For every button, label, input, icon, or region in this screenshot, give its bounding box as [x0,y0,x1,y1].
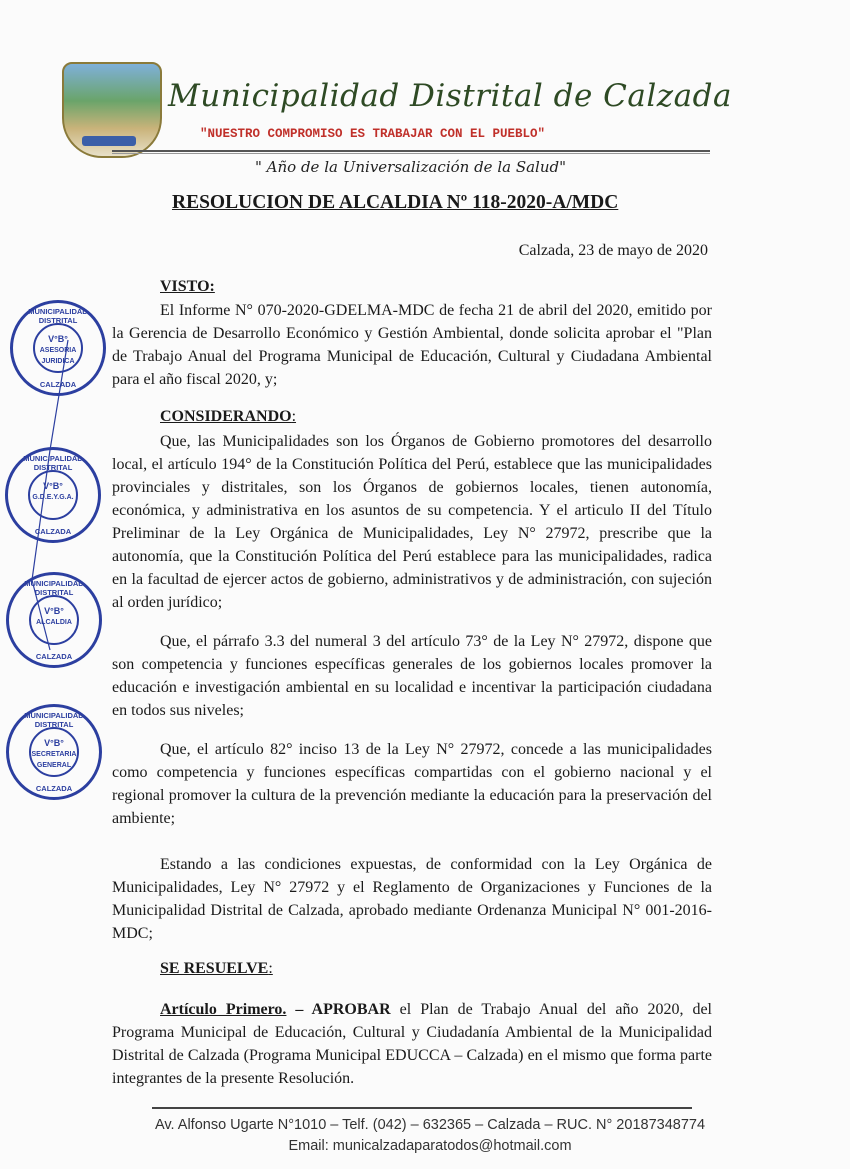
articulo-primero [112,998,712,1090]
document-date: Calzada, 23 de mayo de 2020 [518,242,708,259]
stamp-city: CALZADA [35,784,73,793]
stamp-secretaria-general [6,704,102,800]
stamp-city: CALZADA [35,652,73,661]
considerando-paragraph-1: Que, las Municipalidades son los Órganos de Gobierno promotores del desarrollo local, el artículo 194° de la Constitución Política del Perú, establece que las municipalidades provinciales y distritales, son los Órganos de gobiernos locales, tienen autonomía, económica, y administrativa en los asuntos de su competencia. Y el articulo II del Título Preliminar de la Ley Orgánica de Municipalidades, Ley N° 27972, prescribe que la autonomía, que la Constitución Política del Perú establece para las municipalidades, radica en la facultad de ejercer actos de gobierno, administrativos y de administración, con sujeción al orden jurídico; [112,433,712,611]
se-resuelve-label: SE RESUELVE [160,960,269,977]
considerando-paragraph-3: Que, el artículo 82° inciso 13 de la Ley N° 27972, concede a las municipalidades como competencia y funciones específicas compartidas con el gobierno nacional y el regional promover la cultura de la prevención mediante la educación para la preservación del ambiente; [112,741,712,827]
visto-heading: VISTO: [160,278,215,295]
stamp-vb: V°B° [44,606,64,616]
stamp-office: ASESORIA JURIDICA [39,347,77,365]
stamp-vb: V°B° [48,334,68,344]
stamp-city: CALZADA [34,527,72,536]
considerando-heading: CONSIDERANDO: [160,408,297,425]
stamp-office: ALCALDIA [36,619,72,626]
considerando-paragraph-2 [112,630,712,722]
footer-address: Av. Alfonso Ugarte N°1010 – Telf. (042) – 632365 – Calzada – RUC. N° 20187348774 [154,1117,706,1133]
crest-ribbon [82,136,136,146]
municipality-title: Municipalidad Distrital de Calzada [168,78,732,114]
signature-line [20,330,80,660]
stamp-office: SECRETARIA GENERAL [31,751,77,769]
articulo-primero-verb: – APROBAR [286,1001,391,1018]
footer-divider [152,1107,692,1109]
articulo-primero-text: el Plan de Trabajo Anual del año 2020, del Programa Municipal de Educación, Cultural y Ciudadanía Ambiental de la Municipalidad Distrital de Calzada (Programa Municipal EDUCCA – Calzada) en el mismo que forma parte integrantes de la presente Resolución. [112,1001,713,1087]
considerando-paragraph-4: Estando a las condiciones expuestas, de conformidad con la Ley Orgánica de Municipalidades, Ley N° 27972 y el Reglamento de Organizaciones y Funciones de la Municipalidad Distrital de Calzada, aprobado mediante Ordenanza Municipal N° 001-2016-MDC; [112,856,712,942]
motto: "NUESTRO COMPROMISO ES TRABAJAR CON EL PUEBLO" [200,127,546,141]
stamp-ring-text: MUNICIPALIDAD DISTRITAL [24,579,84,597]
stamp-vb: V°B° [44,738,64,748]
stamp-vb: V°B° [43,481,63,491]
stamp-office: G.D.E.Y.G.A. [32,494,74,501]
stamp-ring-text: MUNICIPALIDAD DISTRITAL [23,454,83,472]
footer-email: Email: municalzadaparatodos@hotmail.com [288,1138,572,1154]
considerando-2-text: Que, el párrafo 3.3 del numeral 3 del artículo 73° de la Ley N° 27972, dispone que son competencia y funciones específicas generales de los gobiernos locales promover la educación e investigación ambiental en su localidad e incentivar la participación ciudadana en todos sus niveles; [112,633,712,719]
considerando-label: CONSIDERANDO [160,408,292,425]
visto-paragraph [112,299,712,391]
header-divider [112,150,710,154]
visto-text: El Informe N° 070-2020-GDELMA-MDC de fecha 21 de abril del 2020, emitido por la Gerencia de Desarrollo Económico y Gestión Ambiental, donde solicita aprobar el "Plan de Trabajo Anual del Programa Municipal de Educación, Cultural y Ciudadana Ambiental para el año fiscal 2020, y; [112,302,712,388]
se-resuelve-heading: SE RESUELVE: [160,960,273,977]
stamp-city: CALZADA [39,380,77,389]
year-motto: " Año de la Universalización de la Salud" [255,158,567,176]
stamp-ring-text: MUNICIPALIDAD DISTRITAL [24,711,84,729]
resolution-title: RESOLUCION DE ALCALDIA Nº 118-2020-A/MDC [172,192,619,213]
articulo-primero-label: Artículo Primero. [160,1001,287,1018]
stamp-ring-text: MUNICIPALIDAD DISTRITAL [28,307,88,325]
